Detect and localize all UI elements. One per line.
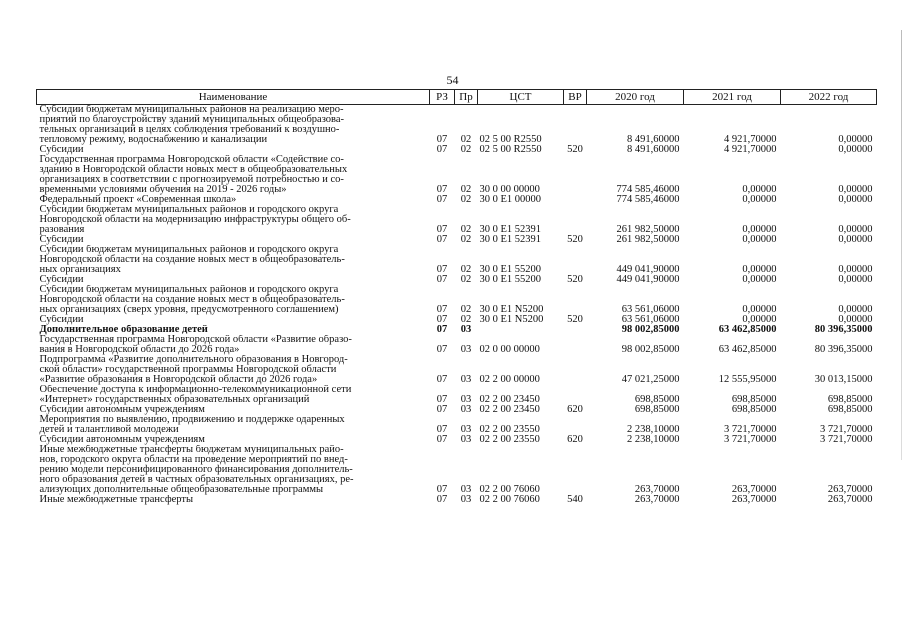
cell-2020: 98 002,85000: [621, 344, 680, 355]
cell-pr: 02: [460, 145, 472, 155]
cell-2022: 0,00000: [838, 315, 873, 325]
table-row: [37, 105, 877, 146]
table-row: [37, 385, 877, 405]
cell-2020: 8 491,60000: [627, 145, 680, 155]
cell-cst: 02 2 00 23450: [479, 405, 540, 415]
cell-2020: 261 982,50000: [616, 235, 680, 245]
cell-2020: 449 041,90000: [616, 275, 680, 285]
table-row: [37, 285, 877, 315]
cell-rz: 07: [436, 344, 448, 355]
col-header-vr: ВР: [564, 90, 587, 105]
cell-vr: [564, 335, 587, 355]
cell-vr: [564, 355, 587, 385]
cell-2021: 698,85000: [731, 394, 777, 405]
cell-2020: 449 041,90000: [616, 264, 680, 275]
cell-2022: 698,85000: [827, 405, 873, 415]
cell-cst: 30 0 E1 55200: [479, 264, 542, 275]
cell-rz: 07: [436, 405, 448, 415]
cell-vr: 620: [567, 405, 583, 415]
cell-2021: 0,00000: [742, 264, 777, 275]
cell-rz: 07: [436, 195, 448, 205]
cell-cst: 30 0 E1 52391: [479, 224, 542, 235]
cell-2021: 0,00000: [742, 184, 777, 195]
cell-vr: [564, 105, 587, 146]
cell-rz: 07: [436, 224, 448, 235]
cell-rz: 07: [436, 394, 448, 405]
cell-vr: [564, 195, 587, 205]
cell-pr: 02: [460, 304, 472, 315]
cell-2021: 263,70000: [731, 495, 777, 505]
cell-2022: 30 013,15000: [814, 374, 873, 385]
col-header-2022: 2022 год: [781, 90, 877, 105]
cell-name: Мероприятия по выявлению, продвижению и поддержке одаренных детей и талантливой молодежи: [39, 415, 345, 435]
col-header-name: Наименование: [37, 90, 430, 105]
table-row: [37, 275, 877, 285]
cell-cst: 02 5 00 R2550: [479, 145, 542, 155]
table-row: [37, 205, 877, 235]
cell-pr: 03: [460, 435, 472, 445]
col-header-pr: Пр: [455, 90, 478, 105]
cell-2021: 0,00000: [742, 224, 777, 235]
cell-vr: 620: [567, 435, 583, 445]
cell-pr: 03: [460, 325, 472, 335]
cell-cst: 02 2 00 00000: [479, 374, 540, 385]
cell-2021: 12 555,95000: [718, 374, 777, 385]
cell-2020: 98 002,85000: [621, 325, 680, 335]
cell-2022: 0,00000: [838, 275, 873, 285]
cell-vr: [564, 325, 587, 335]
table-body: [37, 105, 877, 506]
cell-2021: 4 921,70000: [724, 134, 777, 145]
cell-2021: 698,85000: [731, 405, 777, 415]
cell-rz: 07: [436, 235, 448, 245]
cell-vr: [564, 285, 587, 315]
cell-2021: 0,00000: [742, 195, 777, 205]
cell-pr: 02: [460, 184, 472, 195]
cell-rz: 07: [436, 484, 448, 495]
table-row: [37, 245, 877, 275]
cell-cst: 02 5 00 R2550: [479, 134, 542, 145]
table-row: [37, 195, 877, 205]
cell-2021: 63 462,85000: [718, 344, 777, 355]
cell-cst: [478, 325, 564, 335]
cell-2022: 0,00000: [838, 195, 873, 205]
cell-cst: 30 0 E1 00000: [479, 195, 542, 205]
cell-vr: [564, 205, 587, 235]
table-row: [37, 325, 877, 335]
cell-cst: 30 0 E1 N5200: [479, 315, 544, 325]
cell-name: Субсидии: [39, 235, 84, 245]
cell-pr: 03: [460, 394, 472, 405]
cell-rz: 07: [436, 264, 448, 275]
cell-name: Субсидии бюджетам муниципальных районов и городского округа Новгородской области на создание новых мест в общеобразователь- ных организациях: [39, 245, 345, 275]
table-row: [37, 335, 877, 355]
cell-2021: 0,00000: [742, 235, 777, 245]
cell-2021: 0,00000: [742, 315, 777, 325]
cell-name: Подпрограмма «Развитие дополнительного образования в Новгород- ской области» государственной программы Новгородской области «Развитие образования в Новгородской области до 2026 года»: [39, 355, 348, 385]
cell-cst: 02 2 00 23550: [479, 424, 540, 435]
cell-rz: 07: [436, 325, 448, 335]
cell-2022: 3 721,70000: [820, 435, 873, 445]
cell-vr: 520: [567, 315, 583, 325]
cell-cst: 02 2 00 23550: [479, 435, 540, 445]
table-row: [37, 235, 877, 245]
budget-table: [36, 89, 877, 505]
table-row: [37, 145, 877, 155]
cell-name: Субсидии бюджетам муниципальных районов и городского округа Новгородской области на модернизацию инфраструктуры общего об- разования: [39, 205, 351, 235]
cell-vr: 520: [567, 275, 583, 285]
cell-name: Федеральный проект «Современная школа»: [39, 195, 237, 205]
cell-rz: 07: [436, 184, 448, 195]
page-edge-shadow: [901, 30, 902, 460]
cell-rz: 07: [436, 145, 448, 155]
col-header-rz: РЗ: [430, 90, 455, 105]
cell-2022: 698,85000: [827, 394, 873, 405]
cell-pr: 03: [460, 484, 472, 495]
cell-2021: 0,00000: [742, 304, 777, 315]
cell-2021: 4 921,70000: [724, 145, 777, 155]
cell-pr: 02: [460, 315, 472, 325]
cell-2020: 2 238,10000: [627, 424, 680, 435]
cell-2020: 774 585,46000: [616, 195, 680, 205]
cell-vr: [564, 415, 587, 435]
cell-pr: 02: [460, 224, 472, 235]
table-header-row: [37, 90, 877, 105]
table-row: [37, 155, 877, 195]
cell-rz: 07: [436, 374, 448, 385]
cell-2021: 3 721,70000: [724, 435, 777, 445]
table-row: [37, 435, 877, 445]
table-row: [37, 415, 877, 435]
cell-name: Субсидии: [39, 315, 84, 325]
cell-2021: 0,00000: [742, 275, 777, 285]
cell-2021: 263,70000: [731, 484, 777, 495]
cell-name: Государственная программа Новгородской области «Развитие образо- вания в Новгородской области до 2026 года»: [39, 335, 352, 355]
cell-pr: 02: [460, 134, 472, 145]
cell-2020: 263,70000: [634, 484, 680, 495]
table-row: [37, 405, 877, 415]
cell-pr: 02: [460, 275, 472, 285]
cell-2021: 3 721,70000: [724, 424, 777, 435]
cell-name: Иные межбюджетные трансферты: [39, 495, 194, 505]
cell-pr: 03: [460, 374, 472, 385]
col-header-2021: 2021 год: [684, 90, 781, 105]
cell-vr: 520: [567, 145, 583, 155]
cell-2022: 0,00000: [838, 235, 873, 245]
cell-cst: 30 0 E1 N5200: [479, 304, 544, 315]
cell-rz: 07: [436, 134, 448, 145]
cell-vr: 540: [567, 495, 583, 505]
cell-name: Субсидии автономным учреждениям: [39, 435, 205, 445]
cell-cst: 02 2 00 23450: [479, 394, 540, 405]
cell-2022: 3 721,70000: [820, 424, 873, 435]
cell-vr: [564, 385, 587, 405]
cell-name: Субсидии: [39, 145, 84, 155]
cell-2022: 0,00000: [838, 184, 873, 195]
cell-vr: [564, 155, 587, 195]
cell-name: Государственная программа Новгородской области «Содействие со- зданию в Новгородской области новых мест в общеобразовательных организациях в соответствии с прогнозируемой потребностью и со- временными условиями обучения на 2019 - 2026 годы»: [39, 155, 348, 195]
cell-cst: 30 0 E1 55200: [479, 275, 542, 285]
cell-name: Субсидии автономным учреждениям: [39, 405, 205, 415]
cell-2022: 80 396,35000: [814, 325, 873, 335]
cell-vr: [564, 445, 587, 495]
cell-name: Обеспечение доступа к информационно-телекоммуникационной сети «Интернет» государственных образовательных организаций: [39, 385, 352, 405]
cell-pr: 03: [460, 495, 472, 505]
cell-name: Иные межбюджетные трансферты бюджетам муниципальных райо- нов, городского округа области на проведение мероприятий по внед- рению модели персонифицированного финансирования дополнитель- ного образования детей в частных образовательных организациях, ре- ализующих дополнительные общеобразовательные программы: [39, 445, 354, 495]
table-row: [37, 495, 877, 505]
page-number: 54: [446, 73, 459, 87]
cell-pr: 03: [460, 344, 472, 355]
cell-pr: 03: [460, 424, 472, 435]
col-header-cst: ЦСТ: [478, 90, 564, 105]
cell-2022: 0,00000: [838, 264, 873, 275]
cell-name: Субсидии бюджетам муниципальных районов и городского округа Новгородской области на создание новых мест в общеобразователь- ных организациях (сверх уровня, предусмотренного соглашением): [39, 285, 345, 315]
cell-vr: 520: [567, 235, 583, 245]
cell-2020: 698,85000: [634, 394, 680, 405]
cell-2022: 263,70000: [827, 484, 873, 495]
table-row: [37, 445, 877, 495]
cell-rz: 07: [436, 435, 448, 445]
cell-rz: 07: [436, 315, 448, 325]
cell-2022: 0,00000: [838, 304, 873, 315]
cell-2022: 80 396,35000: [814, 344, 873, 355]
cell-cst: 02 0 00 00000: [479, 344, 540, 355]
cell-2020: 261 982,50000: [616, 224, 680, 235]
cell-cst: 30 0 00 00000: [479, 184, 540, 195]
cell-cst: 30 0 E1 52391: [479, 235, 542, 245]
table-row: [37, 355, 877, 385]
cell-rz: 07: [436, 495, 448, 505]
cell-2020: 698,85000: [634, 405, 680, 415]
cell-2020: 2 238,10000: [627, 435, 680, 445]
cell-2022: 263,70000: [827, 495, 873, 505]
cell-name: Субсидии: [39, 275, 84, 285]
cell-2020: 263,70000: [634, 495, 680, 505]
cell-2020: 774 585,46000: [616, 184, 680, 195]
cell-2021: 63 462,85000: [718, 325, 777, 335]
cell-2022: 0,00000: [838, 145, 873, 155]
col-header-2020: 2020 год: [587, 90, 684, 105]
cell-2022: 0,00000: [838, 224, 873, 235]
cell-pr: 02: [460, 195, 472, 205]
cell-pr: 03: [460, 405, 472, 415]
cell-2022: 0,00000: [838, 134, 873, 145]
cell-rz: 07: [436, 304, 448, 315]
table-row: [37, 315, 877, 325]
cell-vr: [564, 245, 587, 275]
cell-cst: 02 2 00 76060: [479, 484, 540, 495]
cell-2020: 47 021,25000: [621, 374, 680, 385]
cell-rz: 07: [436, 275, 448, 285]
cell-2020: 63 561,06000: [621, 315, 680, 325]
cell-pr: 02: [460, 235, 472, 245]
cell-name: Субсидии бюджетам муниципальных районов на реализацию меро- приятий по благоустройству зданий муниципальных общеобразова- тельных организаций в целях соблюдения требований к воздушно- тепловому режиму, водоснабжению и канализации: [39, 104, 345, 145]
cell-name: Дополнительное образование детей: [39, 325, 208, 335]
cell-cst: 02 2 00 76060: [479, 495, 540, 505]
cell-pr: 02: [460, 264, 472, 275]
cell-2020: 8 491,60000: [627, 134, 680, 145]
cell-rz: 07: [436, 424, 448, 435]
cell-2020: 63 561,06000: [621, 304, 680, 315]
